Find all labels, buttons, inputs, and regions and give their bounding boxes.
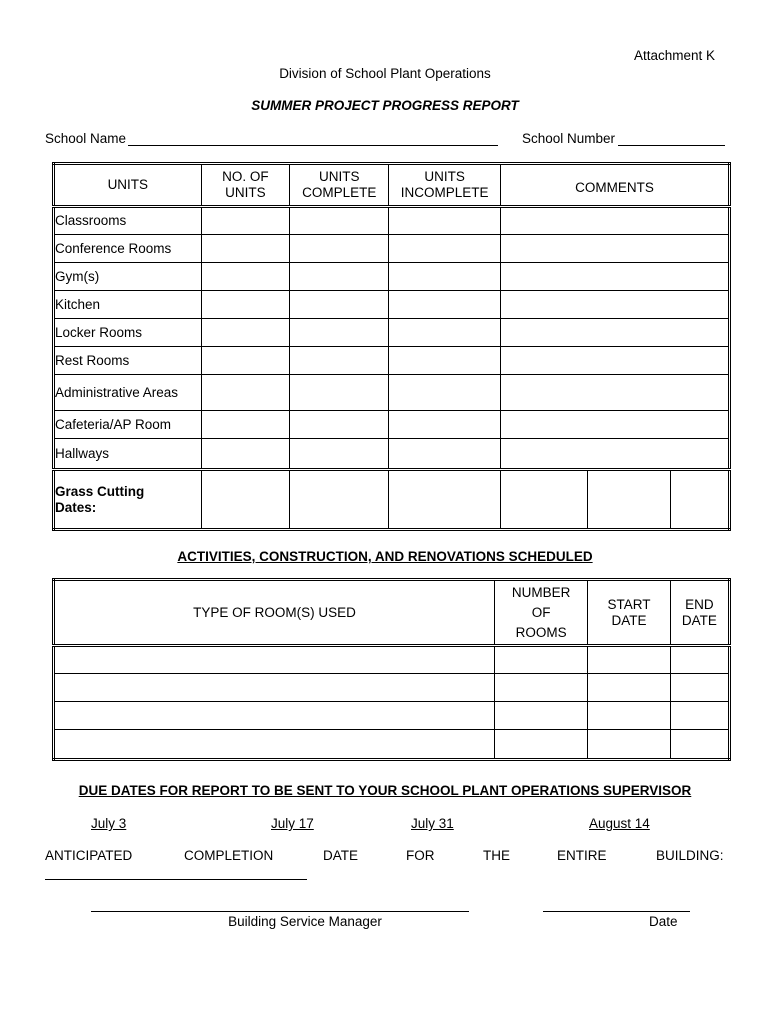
attachment-label: Attachment K [634,48,716,63]
school-number-field[interactable] [618,145,725,146]
col-header-units: UNITS [54,164,202,207]
completion-word: COMPLETION [184,848,274,863]
completion-word: ANTICIPATED [45,848,133,863]
end-date-cell[interactable] [670,702,729,730]
number-of-rooms-cell[interactable] [494,674,587,702]
units-complete-cell[interactable] [290,235,389,263]
completion-word: FOR [406,848,435,863]
units-incomplete-cell[interactable] [389,291,500,319]
table-row [54,207,730,235]
units-incomplete-cell[interactable] [389,347,500,375]
col-header-comments: COMMENTS [500,164,729,207]
room-type-cell[interactable] [54,702,495,730]
manager-signature-label: Building Service Manager [228,914,382,929]
table-row [54,263,730,291]
table-row [54,646,730,674]
units-incomplete-cell[interactable] [389,319,500,347]
completion-word: DATE [323,848,359,863]
completion-word: THE [483,848,510,863]
grass-date-cell[interactable] [201,470,289,530]
no-of-units-cell[interactable] [201,411,289,439]
col-header-room-type: TYPE OF ROOM(S) USED [54,580,495,646]
school-number-label: School Number [522,131,616,146]
end-date-cell[interactable] [670,730,729,760]
col-header-start-date: START DATE [588,580,670,646]
row-label: Conference Rooms [54,235,202,263]
row-label: Cafeteria/AP Room [54,411,202,439]
due-date: July 17 [271,816,314,831]
manager-signature-field[interactable] [91,911,469,912]
start-date-cell[interactable] [588,674,670,702]
col-header-number-of-rooms: NUMBER OF ROOMS [494,580,587,646]
units-complete-cell[interactable] [290,263,389,291]
room-type-cell[interactable] [54,646,495,674]
comments-cell[interactable] [500,207,729,235]
table-row [54,730,730,760]
grass-cutting-row [54,470,730,530]
number-of-rooms-cell[interactable] [494,646,587,674]
no-of-units-cell[interactable] [201,319,289,347]
page-title: SUMMER PROJECT PROGRESS REPORT [251,98,519,113]
row-label: Gym(s) [54,263,202,291]
units-incomplete-cell[interactable] [389,411,500,439]
units-incomplete-cell[interactable] [389,375,500,411]
row-label: Administrative Areas [54,375,202,411]
grass-date-cell[interactable] [588,470,670,530]
due-date: July 3 [91,816,127,831]
end-date-cell[interactable] [670,646,729,674]
activities-table [52,578,731,761]
end-date-cell[interactable] [670,674,729,702]
room-type-cell[interactable] [54,674,495,702]
no-of-units-cell[interactable] [201,347,289,375]
comments-cell[interactable] [500,375,729,411]
units-incomplete-cell[interactable] [389,235,500,263]
table-row [54,347,730,375]
col-header-no-of-units: NO. OF UNITS [201,164,289,207]
grass-date-cell[interactable] [290,470,389,530]
row-label: Kitchen [54,291,202,319]
start-date-cell[interactable] [588,730,670,760]
room-type-cell[interactable] [54,730,495,760]
units-complete-cell[interactable] [290,411,389,439]
row-label: Rest Rooms [54,347,202,375]
grass-date-cell[interactable] [500,470,587,530]
start-date-cell[interactable] [588,702,670,730]
col-header-units-complete: UNITS COMPLETE [290,164,389,207]
grass-date-cell[interactable] [389,470,500,530]
signature-date-label: Date [649,914,678,929]
units-complete-cell[interactable] [290,319,389,347]
col-header-units-incomplete: UNITS INCOMPLETE [389,164,500,207]
completion-date-field[interactable] [45,879,307,880]
completion-word: BUILDING: [656,848,724,863]
signature-date-field[interactable] [543,911,690,912]
comments-cell[interactable] [500,411,729,439]
completion-word: ENTIRE [557,848,607,863]
no-of-units-cell[interactable] [201,375,289,411]
units-table [52,162,731,531]
comments-cell[interactable] [500,439,729,470]
comments-cell[interactable] [500,235,729,263]
col-header-end-date: END DATE [670,580,729,646]
table-row [54,702,730,730]
due-dates-heading: DUE DATES FOR REPORT TO BE SENT TO YOUR SCHOOL PLANT OPERATIONS SUPERVISOR [78,783,692,798]
activities-heading: ACTIVITIES, CONSTRUCTION, AND RENOVATIONS SCHEDULED [177,549,593,564]
school-name-field[interactable] [128,145,498,146]
table-row [54,375,730,411]
units-incomplete-cell[interactable] [389,439,500,470]
row-label: Hallways [54,439,202,470]
comments-cell[interactable] [500,291,729,319]
comments-cell[interactable] [500,347,729,375]
units-complete-cell[interactable] [290,207,389,235]
start-date-cell[interactable] [588,646,670,674]
due-date: July 31 [411,816,454,831]
due-date: August 14 [589,816,650,831]
units-incomplete-cell[interactable] [389,207,500,235]
table-row [54,674,730,702]
units-complete-cell[interactable] [290,375,389,411]
row-label: Locker Rooms [54,319,202,347]
units-complete-cell[interactable] [290,291,389,319]
table-row [54,439,730,470]
units-complete-cell[interactable] [290,347,389,375]
row-label: Classrooms [54,207,202,235]
grass-date-cell[interactable] [670,470,729,530]
number-of-rooms-cell[interactable] [494,730,587,760]
school-name-label: School Name [45,131,127,146]
no-of-units-cell[interactable] [201,439,289,470]
table-row [54,411,730,439]
comments-cell[interactable] [500,319,729,347]
units-complete-cell[interactable] [290,439,389,470]
table-row [54,291,730,319]
no-of-units-cell[interactable] [201,235,289,263]
units-incomplete-cell[interactable] [389,263,500,291]
grass-cutting-label: Grass Cutting Dates: [54,470,202,530]
table-row [54,235,730,263]
number-of-rooms-cell[interactable] [494,702,587,730]
comments-cell[interactable] [500,263,729,291]
division-title: Division of School Plant Operations [279,66,491,81]
no-of-units-cell[interactable] [201,263,289,291]
no-of-units-cell[interactable] [201,291,289,319]
table-row [54,319,730,347]
no-of-units-cell[interactable] [201,207,289,235]
